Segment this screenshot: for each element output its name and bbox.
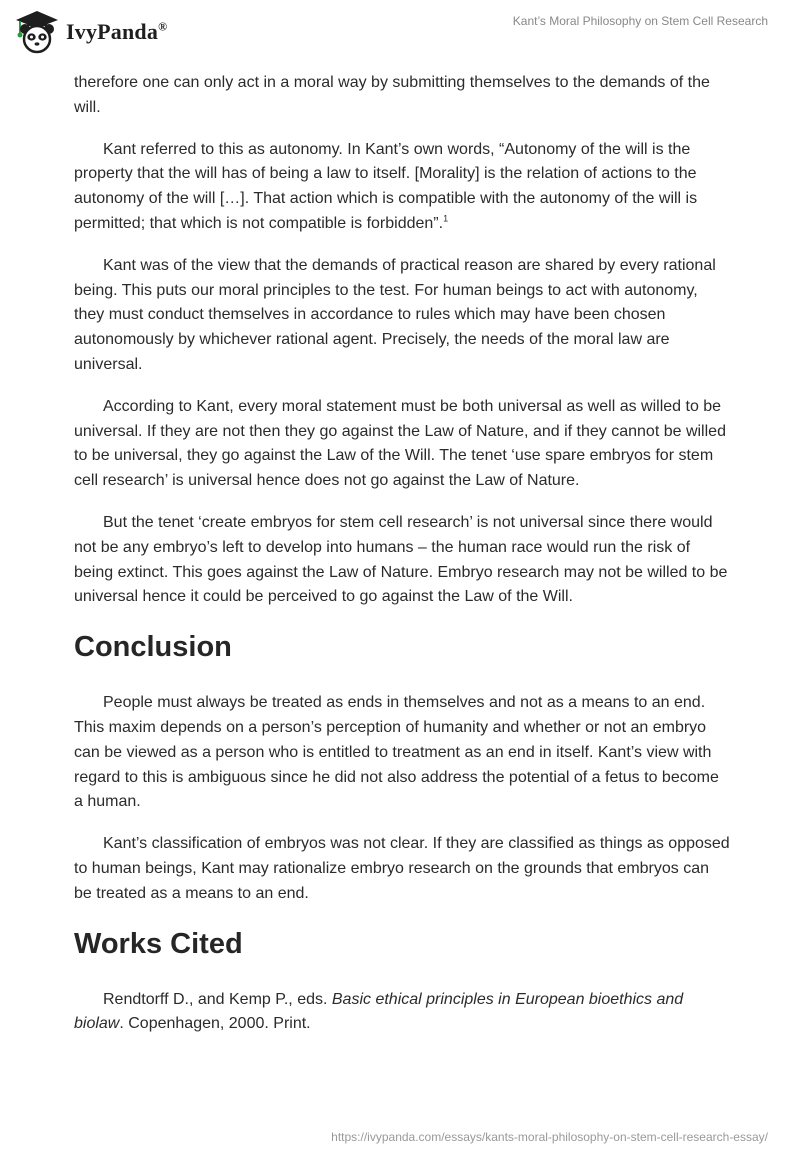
document-title: Kant’s Moral Philosophy on Stem Cell Research <box>512 14 768 28</box>
footnote-ref[interactable]: 1 <box>443 213 449 224</box>
conclusion-paragraph-1: People must always be treated as ends in themselves and not as a means to an end. This maxim depends on a person’s perception of humanity and whether or not an embryo can be viewed as a person who is entitled to treatment as an end in itself. Kant’s view with regard to this is ambiguous since he did not also address the potential of a fetus to become a human. <box>74 694 719 811</box>
essay-content <box>74 71 730 1054</box>
paragraph-continuation: therefore one can only act in a moral way by submitting themselves to the demands of the will. <box>74 74 710 116</box>
paragraph-autonomy: Kant referred to this as autonomy. In Kant’s own words, “Autonomy of the will is the property that the will has of being a law to itself. [Morality] is the relation of actions to the autonomy of the will […]. That action which is compatible with the autonomy of the will is permitted; that which is not compatible is forbidden”.$^1$ <box>74 140 698 232</box>
panda-icon <box>14 9 60 55</box>
paragraph-universal: According to Kant, every moral statement must be both universal as well as willed to be universal. If they are not then they go against the Law of Nature, and if they cannot be willed to be universal, they go against the Law of the Will. The tenet ‘use spare embryos for stem cell research’ is universal hence does not go against the Law of Nature. <box>74 397 726 490</box>
ivypanda-logo[interactable] <box>14 8 167 56</box>
logo-text: IvyPanda® <box>66 19 168 44</box>
paragraph-practical-reason: Kant was of the view that the demands of practical reason are shared by every rational being. This puts our moral principles to the test. For human beings to act with autonomy, they must conduct themselves in accordance to rules which may have been chosen autonomously by whichever rational agent. Precisely, the needs of the moral law are universal. <box>74 256 716 373</box>
source-url[interactable]: https://ivypanda.com/essays/kants-moral-philosophy-on-stem-cell-research-essay/ <box>331 1130 768 1144</box>
works-cited-heading: Works Cited <box>74 927 243 960</box>
conclusion-paragraph-2: Kant’s classification of embryos was not clear. If they are classified as things as opposed to human beings, Kant may rationalize embryo research on the grounds that embryos can be treated as a means to an end. <box>74 835 730 902</box>
citation-entry: Rendtorff D., and Kemp P., eds. Basic ethical principles in European bioethics and biolaw. Copenhagen, 2000. Print. <box>74 990 684 1033</box>
citation-title: Basic ethical principles in European bioethics and biolaw <box>74 990 684 1033</box>
page-header <box>0 0 800 64</box>
paragraph-create-embryos: But the tenet ‘create embryos for stem cell research’ is not universal since there would not be any embryo’s left to develop into humans – the human race would run the risk of being extinct. This goes against the Law of Nature. Embryo research may not be willed to be universal hence it could be perceived to go against the Law of the Will. <box>74 513 728 606</box>
conclusion-heading: Conclusion <box>74 631 232 664</box>
